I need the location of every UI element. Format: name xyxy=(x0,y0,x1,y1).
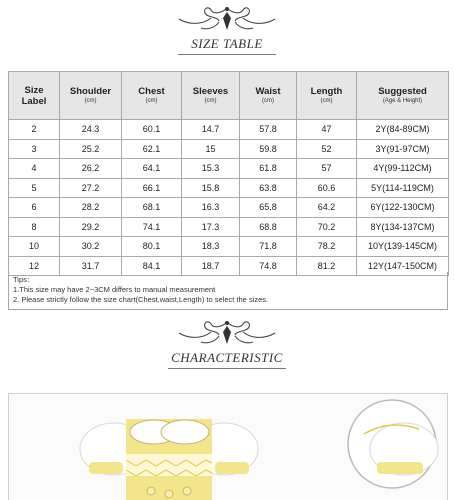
size-table-title: SIZE TABLE xyxy=(191,36,263,51)
flourish-icon xyxy=(167,318,287,348)
table-cell: 5 xyxy=(9,178,60,198)
table-row xyxy=(9,237,449,257)
table-cell: 84.1 xyxy=(122,256,182,276)
table-cell: 2Y(84-89CM) xyxy=(357,120,449,140)
col-header-size-label xyxy=(9,72,60,120)
characteristic-title: CHARACTERISTIC xyxy=(171,350,283,365)
table-row xyxy=(9,120,449,140)
table-cell: 18.7 xyxy=(182,256,240,276)
table-cell: 12Y(147-150CM) xyxy=(357,256,449,276)
table-cell: 6Y(122-130CM) xyxy=(357,198,449,218)
col-header-label: Suggested xyxy=(378,85,427,97)
table-cell: 80.1 xyxy=(122,237,182,257)
col-header-unit: (cm) xyxy=(262,97,274,104)
table-row xyxy=(9,139,449,159)
table-cell: 26.2 xyxy=(60,159,122,179)
scroll-ornament-top xyxy=(0,4,454,34)
table-cell: 74.8 xyxy=(240,256,297,276)
table-cell: 61.8 xyxy=(240,159,297,179)
title-underline xyxy=(178,54,276,55)
table-cell: 62.1 xyxy=(122,139,182,159)
col-header-suggested xyxy=(357,72,449,120)
table-cell: 10 xyxy=(9,237,60,257)
table-cell: 12 xyxy=(9,256,60,276)
table-row xyxy=(9,217,449,237)
table-cell: 15.8 xyxy=(182,178,240,198)
table-cell: 64.1 xyxy=(122,159,182,179)
size-table xyxy=(8,71,449,276)
table-cell: 27.2 xyxy=(60,178,122,198)
product-photo xyxy=(8,393,448,500)
tips-heading: Tips： xyxy=(13,275,35,284)
col-header-sleeves xyxy=(182,72,240,120)
table-cell: 57 xyxy=(297,159,357,179)
table-cell: 8Y(134-137CM) xyxy=(357,217,449,237)
table-cell: 3 xyxy=(9,139,60,159)
table-cell: 60.1 xyxy=(122,120,182,140)
table-cell: 81.2 xyxy=(297,256,357,276)
table-cell: 25.2 xyxy=(60,139,122,159)
table-cell: 68.1 xyxy=(122,198,182,218)
table-cell: 8 xyxy=(9,217,60,237)
tip-line: 1.This size may have 2~3CM differs to manual measurement xyxy=(13,285,216,294)
table-cell: 5Y(114-119CM) xyxy=(357,178,449,198)
table-cell: 3Y(91-97CM) xyxy=(357,139,449,159)
table-cell: 18.3 xyxy=(182,237,240,257)
col-header-label: Chest xyxy=(138,85,165,97)
col-header-unit: (Age & Height) xyxy=(382,97,423,104)
table-cell: 65.8 xyxy=(240,198,297,218)
table-cell: 66.1 xyxy=(122,178,182,198)
table-cell: 28.2 xyxy=(60,198,122,218)
table-cell: 4 xyxy=(9,159,60,179)
table-cell: 74.1 xyxy=(122,217,182,237)
table-row xyxy=(9,198,449,218)
table-cell: 64.2 xyxy=(297,198,357,218)
table-cell: 24.3 xyxy=(60,120,122,140)
table-header-row xyxy=(9,72,449,120)
title-underline xyxy=(168,368,286,369)
col-header-label: Size Label xyxy=(21,84,47,107)
col-header-label: Shoulder xyxy=(69,85,112,97)
col-header-length xyxy=(297,72,357,120)
scroll-ornament-characteristic xyxy=(0,318,454,348)
table-cell: 2 xyxy=(9,120,60,140)
table-cell: 15 xyxy=(182,139,240,159)
table-cell: 60.6 xyxy=(297,178,357,198)
col-header-label: Length xyxy=(310,85,343,97)
table-cell: 59.8 xyxy=(240,139,297,159)
col-header-unit: (cm) xyxy=(204,97,217,104)
table-cell: 52 xyxy=(297,139,357,159)
table-cell: 14.7 xyxy=(182,120,240,140)
col-header-unit: (cm) xyxy=(320,97,333,104)
tips-box xyxy=(8,272,448,310)
table-cell: 6 xyxy=(9,198,60,218)
table-cell: 57.8 xyxy=(240,120,297,140)
table-cell: 4Y(99-112CM) xyxy=(357,159,449,179)
table-cell: 63.8 xyxy=(240,178,297,198)
table-cell: 70.2 xyxy=(297,217,357,237)
col-header-label: Sleeves xyxy=(192,85,229,97)
table-cell: 16.3 xyxy=(182,198,240,218)
col-header-waist xyxy=(240,72,297,120)
col-header-unit: (cm) xyxy=(84,97,97,104)
tip-line: 2. Please strictly follow the size chart(Chest,waist,Length) to select the sizes. xyxy=(13,295,269,304)
table-row xyxy=(9,178,449,198)
dress-illustration xyxy=(9,394,448,500)
table-cell: 30.2 xyxy=(60,237,122,257)
table-cell: 31.7 xyxy=(60,256,122,276)
table-cell: 68.8 xyxy=(240,217,297,237)
table-cell: 47 xyxy=(297,120,357,140)
table-cell: 78.2 xyxy=(297,237,357,257)
flourish-icon xyxy=(167,4,287,34)
table-cell: 71.8 xyxy=(240,237,297,257)
table-cell: 17.3 xyxy=(182,217,240,237)
table-cell: 15.3 xyxy=(182,159,240,179)
col-header-chest xyxy=(122,72,182,120)
table-cell: 10Y(139-145CM) xyxy=(357,237,449,257)
col-header-unit: (cm) xyxy=(145,97,158,104)
col-header-shoulder xyxy=(60,72,122,120)
table-row xyxy=(9,159,449,179)
col-header-label: Waist xyxy=(255,85,281,97)
table-cell: 29.2 xyxy=(60,217,122,237)
